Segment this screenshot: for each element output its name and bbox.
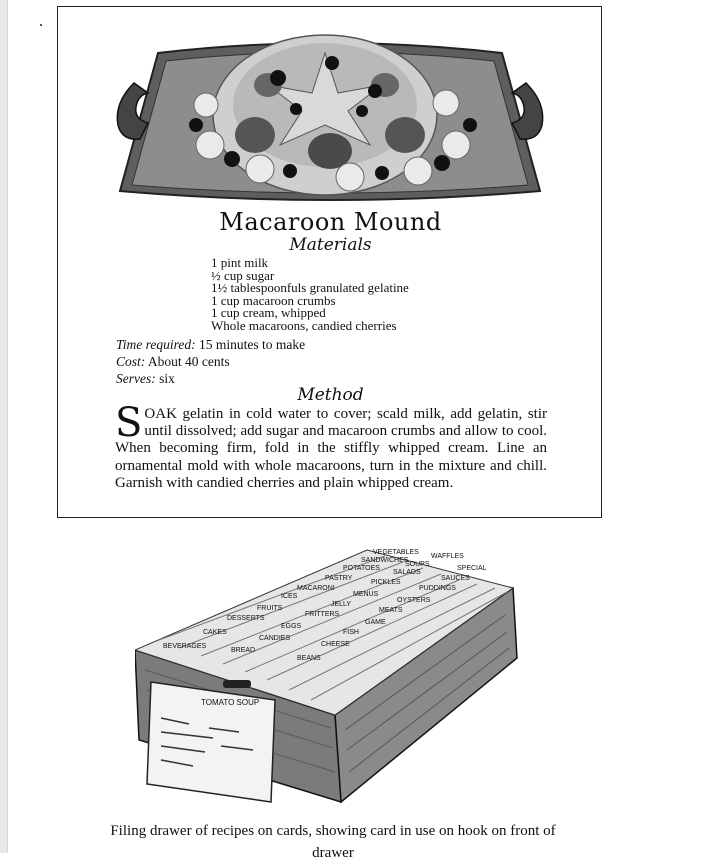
drawer-tab: JELLY xyxy=(331,601,352,608)
page-margin-strip xyxy=(0,0,8,853)
time-required-line xyxy=(116,336,305,353)
drawer-tab: FISH xyxy=(343,629,359,636)
drawer-tab: BEVERAGES xyxy=(163,643,207,650)
method-paragraph xyxy=(115,400,547,492)
ingredient-item: 1½ tablespoonfuls granulated gelatine xyxy=(211,280,409,296)
recipe-panel xyxy=(57,6,602,518)
ingredient-item: 1 cup macaroon crumbs xyxy=(211,292,336,308)
drawer-tab: MACARONI xyxy=(297,585,335,592)
serves-value: six xyxy=(159,371,175,386)
drawer-tab: CHEESE xyxy=(321,641,350,648)
drawer-tab: SAUCES xyxy=(441,575,470,582)
drawer-tab: BEANS xyxy=(297,655,321,662)
page-speck xyxy=(40,24,42,26)
drawer-tab: FRUITS xyxy=(257,605,283,612)
recipe-meta xyxy=(116,336,305,387)
macaroon-mound-illustration xyxy=(100,13,560,203)
drawer-tab: GAME xyxy=(365,619,386,626)
materials-heading: Materials xyxy=(289,235,372,255)
method-heading: Method xyxy=(297,385,364,405)
drawer-tab: WAFFLES xyxy=(431,553,464,560)
drawer-tab: PICKLES xyxy=(371,579,401,586)
drawer-tab: MENUS xyxy=(353,591,379,598)
drawer-tab: SPECIAL xyxy=(457,565,487,572)
drawer-tab: EGGS xyxy=(281,623,302,630)
drawer-tab: DESSERTS xyxy=(227,615,265,622)
figure-caption: Filing drawer of recipes on cards, showing card in use on hook on front of drawer xyxy=(110,823,556,861)
recipe-title: Macaroon Mound xyxy=(219,208,442,236)
drawer-tab: CAKES xyxy=(203,629,227,636)
recipe-filing-drawer-illustration xyxy=(135,540,520,810)
method-body: OAK gelatin in cold water to cover; scald milk, add gelatin, stir until dissolved; add sugar and macaroon crumbs and allow to cool. When becoming firm, fold in the stiffly whipped cream. Line an ornamental mold with whole macaroons, turn in the mixture and chill. Garnish with candied cherries and plain whipped cream. xyxy=(115,406,547,491)
ingredients-list xyxy=(211,257,409,333)
drawer-tab: MEATS xyxy=(379,607,403,614)
drawer-tab: SALADS xyxy=(393,569,421,576)
drawer-tab: SANDWICHES xyxy=(361,557,409,564)
ingredient-item: 1 pint milk xyxy=(211,255,269,270)
drawer-tab: SOUPS xyxy=(405,561,430,568)
ingredient-item: ½ cup sugar xyxy=(211,267,275,283)
ingredient-item: Whole macaroons, candied cherries xyxy=(211,317,397,333)
drawer-tab: FRITTERS xyxy=(305,611,340,618)
drawer-tab: PASTRY xyxy=(325,575,353,582)
time-label: Time required: xyxy=(116,337,196,352)
cost-line xyxy=(116,353,305,370)
drawer-tab: VEGETABLES xyxy=(373,549,419,556)
ingredient-item: 1 cup cream, whipped xyxy=(211,305,326,321)
drawer-tab: OYSTERS xyxy=(397,597,431,604)
drop-cap: S xyxy=(115,400,143,446)
drawer-tab: BREAD xyxy=(231,647,256,654)
hanging-card-title: TOMATO SOUP xyxy=(201,698,260,707)
drawer-tab: ICES xyxy=(281,593,298,600)
cost-label: Cost: xyxy=(116,354,146,369)
serves-label: Serves: xyxy=(116,371,156,386)
drawer-tab: CANDIES xyxy=(259,635,291,642)
drawer-tab: PUDDINGS xyxy=(419,585,456,592)
drawer-tab: POTATOES xyxy=(343,565,380,572)
time-value: 15 minutes to make xyxy=(199,337,306,352)
cost-value: About 40 cents xyxy=(147,354,230,369)
